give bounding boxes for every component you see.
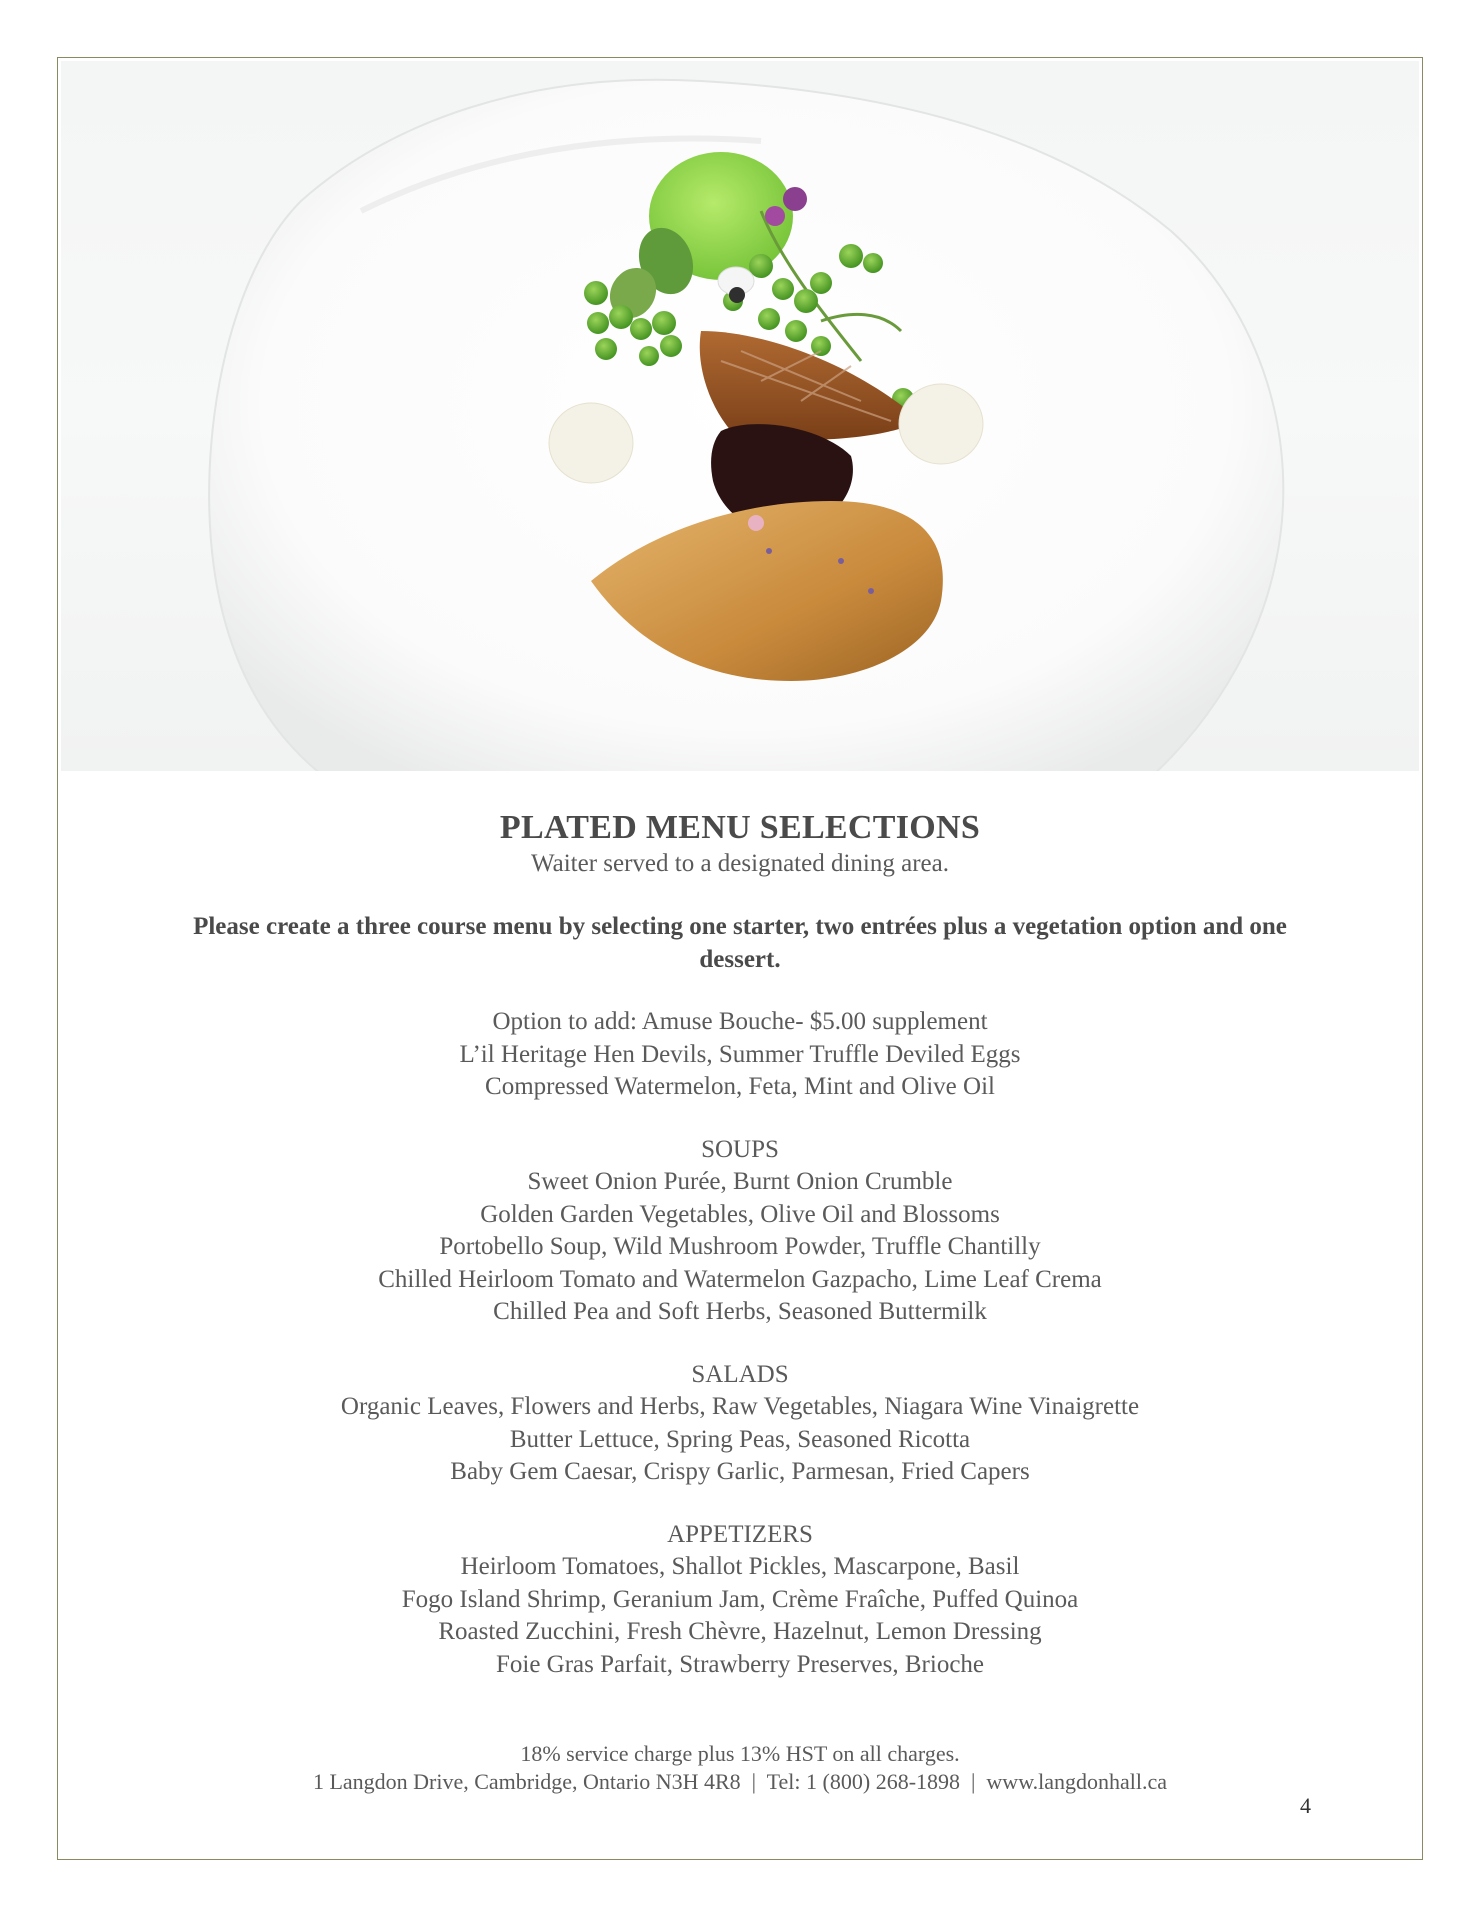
- soups-section: [61, 1134, 1419, 1329]
- menu-item: Roasted Zucchini, Fresh Chèvre, Hazelnut, Lemon Dressing: [438, 1618, 1042, 1645]
- section-heading-salads: SALADS: [691, 1360, 789, 1388]
- plated-dish-photo: [61, 61, 1419, 771]
- page-number: 4: [1300, 1793, 1311, 1818]
- amuse-bouche-section: [61, 1006, 1419, 1104]
- dumpling-right: [899, 384, 983, 464]
- menu-item: Chilled Heirloom Tomato and Watermelon Gazpacho, Lime Leaf Crema: [378, 1265, 1102, 1293]
- section-heading-soups: SOUPS: [701, 1135, 779, 1163]
- menu-instructions: Please create a three course menu by selecting one starter, two entrées plus a vegetation option and one dessert.: [193, 913, 1287, 973]
- menu-item: Baby Gem Caesar, Crispy Garlic, Parmesan, Fried Capers: [450, 1458, 1030, 1485]
- salads-section: [61, 1359, 1419, 1489]
- page-title: PLATED MENU SELECTIONS: [499, 809, 981, 846]
- dish-illustration: [61, 61, 1419, 771]
- menu-item: Portobello Soup, Wild Mushroom Powder, Truffle Chantilly: [439, 1233, 1041, 1260]
- menu-item: Foie Gras Parfait, Strawberry Preserves, Brioche: [495, 1650, 985, 1678]
- menu-item: Organic Leaves, Flowers and Herbs, Raw Vegetables, Niagara Wine Vinaigrette: [340, 1393, 1140, 1420]
- dumpling-left: [549, 403, 633, 483]
- menu-item: Sweet Onion Purée, Burnt Onion Crumble: [527, 1168, 953, 1195]
- contact-line: 1 Langdon Drive, Cambridge, Ontario N3H 4R8 | Tel: 1 (800) 268-1898 | www.langdonhall.ca: [312, 1769, 1168, 1794]
- menu-item: Fogo Island Shrimp, Geranium Jam, Crème Fraîche, Puffed Quinoa: [401, 1585, 1079, 1613]
- menu-item: Golden Garden Vegetables, Olive Oil and Blossoms: [480, 1200, 1000, 1228]
- menu-item: Chilled Pea and Soft Herbs, Seasoned Buttermilk: [493, 1298, 987, 1325]
- menu-item: Heirloom Tomatoes, Shallot Pickles, Mascarpone, Basil: [460, 1553, 1020, 1580]
- menu-item: Butter Lettuce, Spring Peas, Seasoned Ricotta: [509, 1425, 971, 1453]
- appetizers-section: [61, 1519, 1419, 1682]
- service-charge-note: 18% service charge plus 13% HST on all charges.: [520, 1741, 960, 1766]
- section-heading-appetizers: APPETIZERS: [667, 1520, 813, 1548]
- page-subtitle: Waiter served to a designated dining area.: [531, 850, 949, 877]
- page-footer: [61, 1740, 1419, 1796]
- menu-item: Compressed Watermelon, Feta, Mint and Olive Oil: [485, 1073, 995, 1100]
- menu-content: [61, 808, 1419, 1681]
- amuse-option-line: Option to add: Amuse Bouche- $5.00 supplement: [492, 1008, 988, 1035]
- menu-item: L’il Heritage Hen Devils, Summer Truffle Deviled Eggs: [459, 1040, 1021, 1068]
